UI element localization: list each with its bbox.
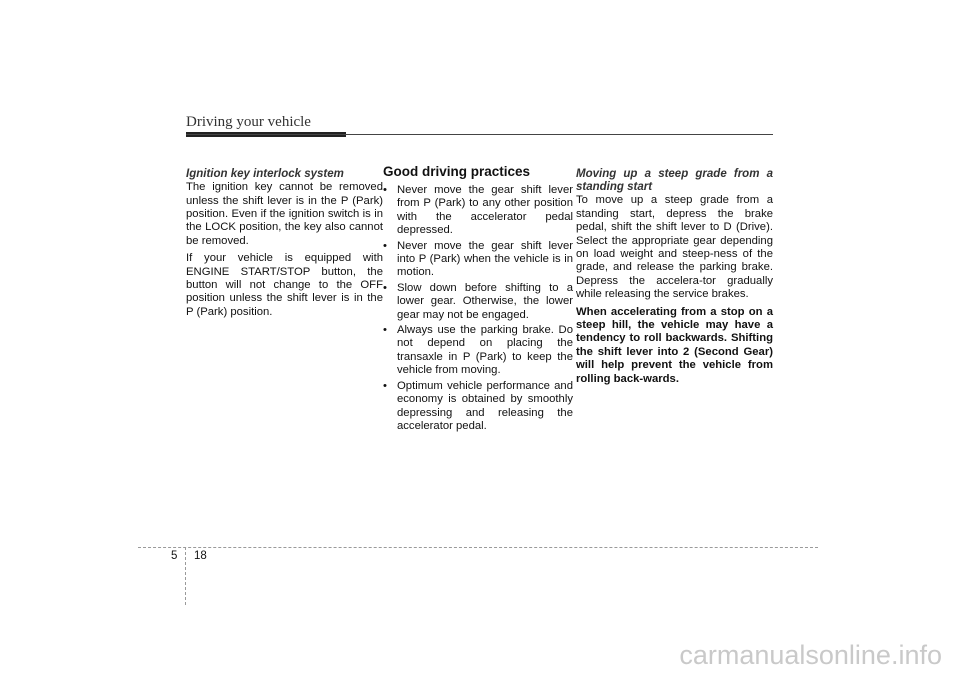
list-item: • Never move the gear shift lever from P (Park) to any other position with the accelerator pedal depressed. <box>383 184 573 237</box>
page-number: 18 <box>194 550 207 562</box>
footer-rule <box>138 547 818 548</box>
header-rule <box>186 134 773 135</box>
chapter-number: 5 <box>171 550 178 562</box>
bullet-icon: • <box>383 281 387 294</box>
section-title: Driving your vehicle <box>186 114 311 130</box>
column-steep-grade <box>576 168 773 390</box>
heading-ignition-interlock: Ignition key interlock system <box>186 168 344 180</box>
list-item: • Optimum vehicle performance and economy is obtained by smoothly depressing and releasing the accelerator pedal. <box>383 379 573 432</box>
bullet-icon: • <box>383 379 387 392</box>
warning-paragraph: When accelerating from a stop on a steep hill, the vehicle may have a tendency to roll backwards. Shifting the shift lever into 2 (Second Gear) will help prevent the vehicle from rolling back-wards. <box>576 305 773 385</box>
column-driving-practices <box>383 164 573 435</box>
column-ignition-interlock <box>186 168 383 323</box>
watermark: carmanualsonline.info <box>679 640 942 670</box>
bullet-icon: • <box>383 184 387 196</box>
bullet-icon: • <box>383 324 387 337</box>
paragraph: The ignition key cannot be removed unless the shift lever is in the P (Park) position. Even if the ignition switch is in the LOCK position, the key also cannot be removed. <box>186 181 383 247</box>
bullet-icon: • <box>383 239 387 252</box>
list-item: • Never move the gear shift lever into P (Park) when the vehicle is in motion. <box>383 239 573 279</box>
paragraph: If your vehicle is equipped with ENGINE START/STOP button, the button will not change to the OFF position unless the shift lever is in the P (Park) position. <box>186 252 383 318</box>
practices-list <box>383 184 573 433</box>
list-item: • Always use the parking brake. Do not depend on placing the transaxle in P (Park) to keep the vehicle from moving. <box>383 324 573 377</box>
footer-divider <box>185 547 186 605</box>
heading-good-driving-practices: Good driving practices <box>383 164 531 179</box>
heading-steep-grade: Moving up a steep grade from a standing start <box>576 168 773 194</box>
list-item: • Slow down before shifting to a lower gear. Otherwise, the lower gear may not be engaged. <box>383 281 573 321</box>
paragraph: To move up a steep grade from a standing start, depress the brake pedal, shift the shift lever to D (Drive). Select the appropriate gear depending on load weight and steep-ness of the grade, and release the parking brake. Depress the accelera-tor gradually while releasing the service brakes. <box>576 194 773 301</box>
